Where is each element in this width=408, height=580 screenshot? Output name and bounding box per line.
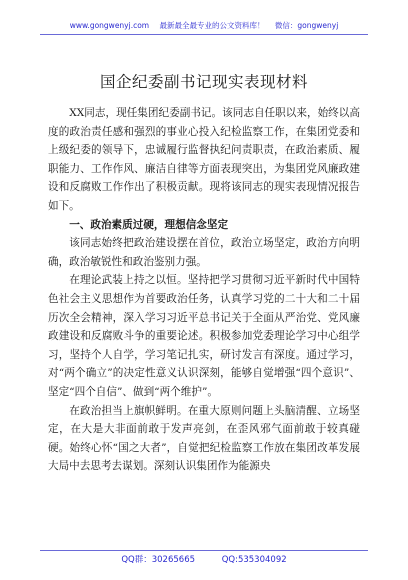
body-paragraph: 在理论武装上持之以恒。坚持把学习贯彻习近平新时代中国特色社会主义思想作为首要政治任务，认真学习党的二十大和二十届历次全会精神，深入学习习近平总书记关于全面从严治党、党风廉政建设和反腐败斗争的重要论述。积极参加党委理论学习中心组学习，坚持个人自学，学习笔记扎实，研讨发言有深度。通过学习，对“两个确立”的决定性意义认识深刻，能够自觉增强“四个意识”、坚定“四个自信”、做到“两个维护”。	[48, 274, 360, 398]
body-paragraph: 该同志始终把政治建设摆在首位，政治立场坚定，政治方向明确，政治敏锐性和政治鉴别力强。	[48, 237, 360, 268]
site-header	[0, 20, 408, 31]
site-url[interactable]: www.gongwenyj.com	[69, 21, 150, 30]
qq-group: QQ群：30265665	[121, 555, 196, 565]
document-title: 国企纪委副书记现实表现材料	[99, 73, 308, 91]
site-tagline: 最新最全最专业的公文资料库！	[159, 21, 265, 30]
intro-paragraph: XX同志，现任集团纪委副书记。该同志自任职以来，始终以高度的政治责任感和强烈的事业心投入纪检监察工作，在集团党委和上级纪委的领导下，忠诚履行监督执纪问责职责，在政治素质、履职能力、工作作风、廉洁自律等方面表现突出，为集团党风廉政建设和反腐败工作作出了积极贡献。现将该同志的现实表现情况报告如下。	[48, 107, 360, 212]
body-paragraph: 在政治担当上旗帜鲜明。在重大原则问题上头脑清醒、立场坚定，在大是大非面前敢于发声亮剑，在歪风邪气面前敢于较真碰硬。始终心怀“国之大者”，自觉把纪检监察工作放在集团改革发展大局中去思考去谋划。深刻认识集团作为能源央	[48, 404, 360, 473]
site-footer	[0, 553, 408, 565]
footer-divider	[40, 550, 368, 551]
document-body	[48, 104, 360, 476]
header-divider	[40, 34, 368, 35]
qq-contact: QQ:535304092	[221, 555, 287, 565]
wechat-id: 微信：gongwenyj	[274, 21, 339, 30]
section-heading: 一、政治素质过硬，理想信念坚定	[69, 218, 229, 231]
